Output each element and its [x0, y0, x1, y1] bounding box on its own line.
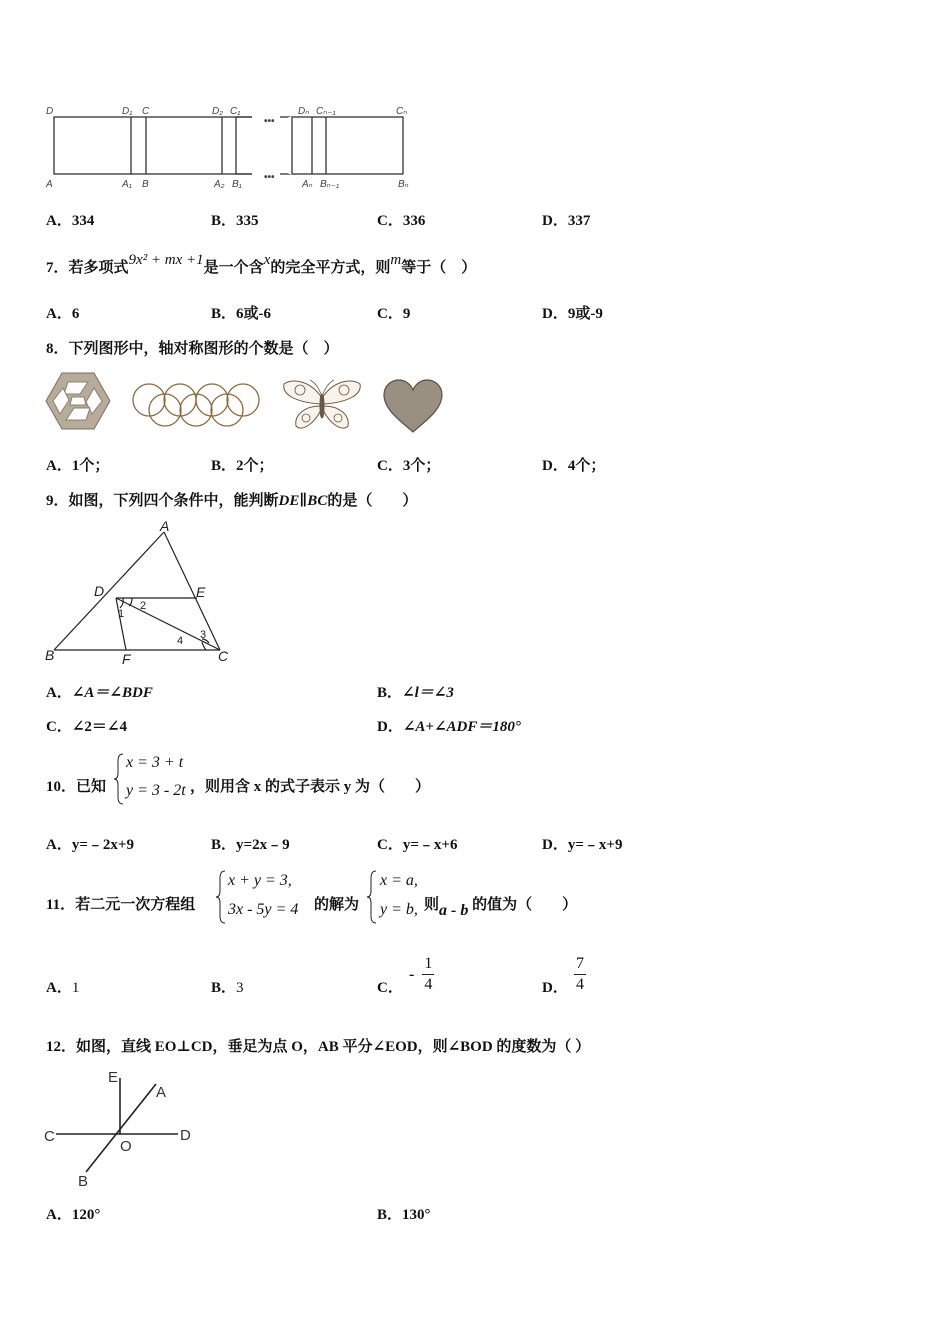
q8-option-b[interactable]: B．2个；	[211, 458, 274, 474]
q9-angle-1: 1	[118, 608, 125, 620]
q7-option-c[interactable]: C．9	[377, 306, 411, 322]
q8-olympic-rings-figure	[130, 380, 262, 430]
q9-label-F: F	[122, 651, 131, 667]
label-Cn1: Cₙ₋₁	[316, 106, 336, 117]
q8-option-c[interactable]: C．3个；	[377, 458, 441, 474]
q11-question: 则a - b 的值为（ ）	[424, 897, 578, 919]
q11-option-c[interactable]: C．	[377, 980, 403, 996]
q12-label-O: O	[120, 1138, 132, 1155]
q12-label-E: E	[108, 1069, 119, 1086]
label-A: A	[46, 179, 53, 190]
q11-brace-2	[366, 870, 378, 924]
q11-sys1-eq2: 3x - 5y = 4	[228, 901, 299, 918]
q8-option-d[interactable]: D．4个；	[542, 458, 606, 474]
label-C1: C₁	[230, 106, 241, 117]
q10-number: 10．已知	[46, 779, 107, 795]
q9-option-b[interactable]: B．∠l＝∠3	[377, 685, 454, 701]
dots-bottom: •••	[264, 172, 275, 183]
label-Dn: Dₙ	[298, 106, 310, 117]
q10-eq2: y = 3 - 2t	[126, 782, 186, 799]
q9-option-d[interactable]: D．∠A+∠ADF＝180°	[377, 719, 521, 735]
q11-option-d-value: $\frac{7}{4}$	[576, 955, 584, 993]
q10-brace	[113, 753, 125, 805]
q11-sys1-eq1: x + y = 3,	[228, 872, 292, 889]
q7-question: 7．若多项式9x² + mx +1是一个含x的完全平方式，则m等于（ ）	[46, 252, 477, 276]
q12-label-C: C	[44, 1128, 55, 1145]
q11-option-c-value: - $\frac{1}{4}$	[409, 955, 433, 993]
q11-mid: 的解为	[314, 897, 360, 913]
q9-label-A: A	[160, 518, 170, 534]
q7-option-a[interactable]: A．6	[46, 306, 80, 322]
label-Bn1: Bₙ₋₁	[320, 179, 340, 190]
q9-option-c[interactable]: C．∠2＝∠4	[46, 719, 127, 735]
q10-option-b[interactable]: B．y=2x﹣9	[211, 837, 290, 853]
q7-expression: 9x² + mx +1	[128, 252, 204, 268]
q11-brace-1	[215, 870, 227, 924]
q9-label-C: C	[218, 648, 229, 664]
q9-angle-2: 2	[140, 600, 147, 612]
q7-option-b[interactable]: B．6或-6	[211, 306, 272, 322]
q9-label-E: E	[196, 584, 206, 600]
q12-option-a[interactable]: A．120°	[46, 1207, 101, 1223]
q11-option-d[interactable]: D．	[542, 980, 568, 996]
q8-question: 8．下列图形中，轴对称图形的个数是（ ）	[46, 341, 339, 357]
label-C: C	[142, 106, 150, 117]
label-D1: D₁	[122, 106, 133, 117]
q10-option-a[interactable]: A．y=﹣2x+9	[46, 837, 134, 853]
q12-option-b[interactable]: B．130°	[377, 1207, 431, 1223]
q9-angle-3: 3	[200, 629, 207, 641]
label-A1: A₁	[122, 179, 132, 190]
q10-eq1: x = 3 + t	[126, 754, 184, 771]
q9-angle-4: 4	[177, 635, 184, 647]
label-B1: B₁	[232, 179, 242, 190]
q8-option-a[interactable]: A．1个；	[46, 458, 110, 474]
q9-option-a[interactable]: A．∠A＝∠BDF	[46, 685, 153, 701]
label-B: B	[142, 179, 149, 190]
q11-sys2-eq2: y = b,	[380, 901, 418, 918]
q6-option-b[interactable]: B．335	[211, 213, 259, 229]
label-Cn: Cₙ	[396, 106, 408, 117]
q6-option-a[interactable]: A．334	[46, 213, 95, 229]
q12-lines-figure	[40, 1064, 200, 1192]
dots-top: •••	[264, 116, 275, 127]
q11-option-a[interactable]: A．1	[46, 980, 80, 996]
label-D: D	[46, 106, 54, 117]
q6-option-c[interactable]: C．336	[377, 213, 426, 229]
q7-option-d[interactable]: D．9或-9	[542, 306, 603, 322]
label-A2: A₂	[214, 179, 225, 190]
q10-question: ，则用含 x 的式子表示 y 为（ ）	[190, 779, 431, 795]
q12-label-B: B	[78, 1173, 89, 1190]
label-An: Aₙ	[302, 179, 313, 190]
q8-butterfly-figure	[280, 376, 364, 434]
q8-heart-figure	[382, 378, 444, 434]
q12-question: 12．如图，直线 EO⊥CD，垂足为点 O，AB 平分∠EOD，则∠BOD 的度数为（ ）	[46, 1039, 591, 1055]
q10-option-d[interactable]: D．y=﹣x+9	[542, 837, 623, 853]
label-D2: D₂	[212, 106, 224, 117]
q8-hexagon-logo-figure	[44, 370, 112, 432]
q9-label-B: B	[45, 647, 55, 663]
q9-triangle-figure	[40, 518, 240, 670]
q11-sys2-eq1: x = a,	[380, 872, 418, 889]
q6-option-d[interactable]: D．337	[542, 213, 591, 229]
q12-label-D: D	[180, 1127, 191, 1144]
q6-rectangles-figure	[40, 100, 420, 195]
q10-option-c[interactable]: C．y=﹣x+6	[377, 837, 458, 853]
q12-label-A: A	[156, 1084, 167, 1101]
q9-label-D: D	[94, 583, 105, 599]
q11-option-b[interactable]: B．3	[211, 980, 244, 996]
q9-question: 9．如图，下列四个条件中，能判断DE∥BC的是（ ）	[46, 493, 418, 509]
label-Bn: Bₙ	[398, 179, 409, 190]
q11-number: 11．若二元一次方程组	[46, 897, 196, 913]
